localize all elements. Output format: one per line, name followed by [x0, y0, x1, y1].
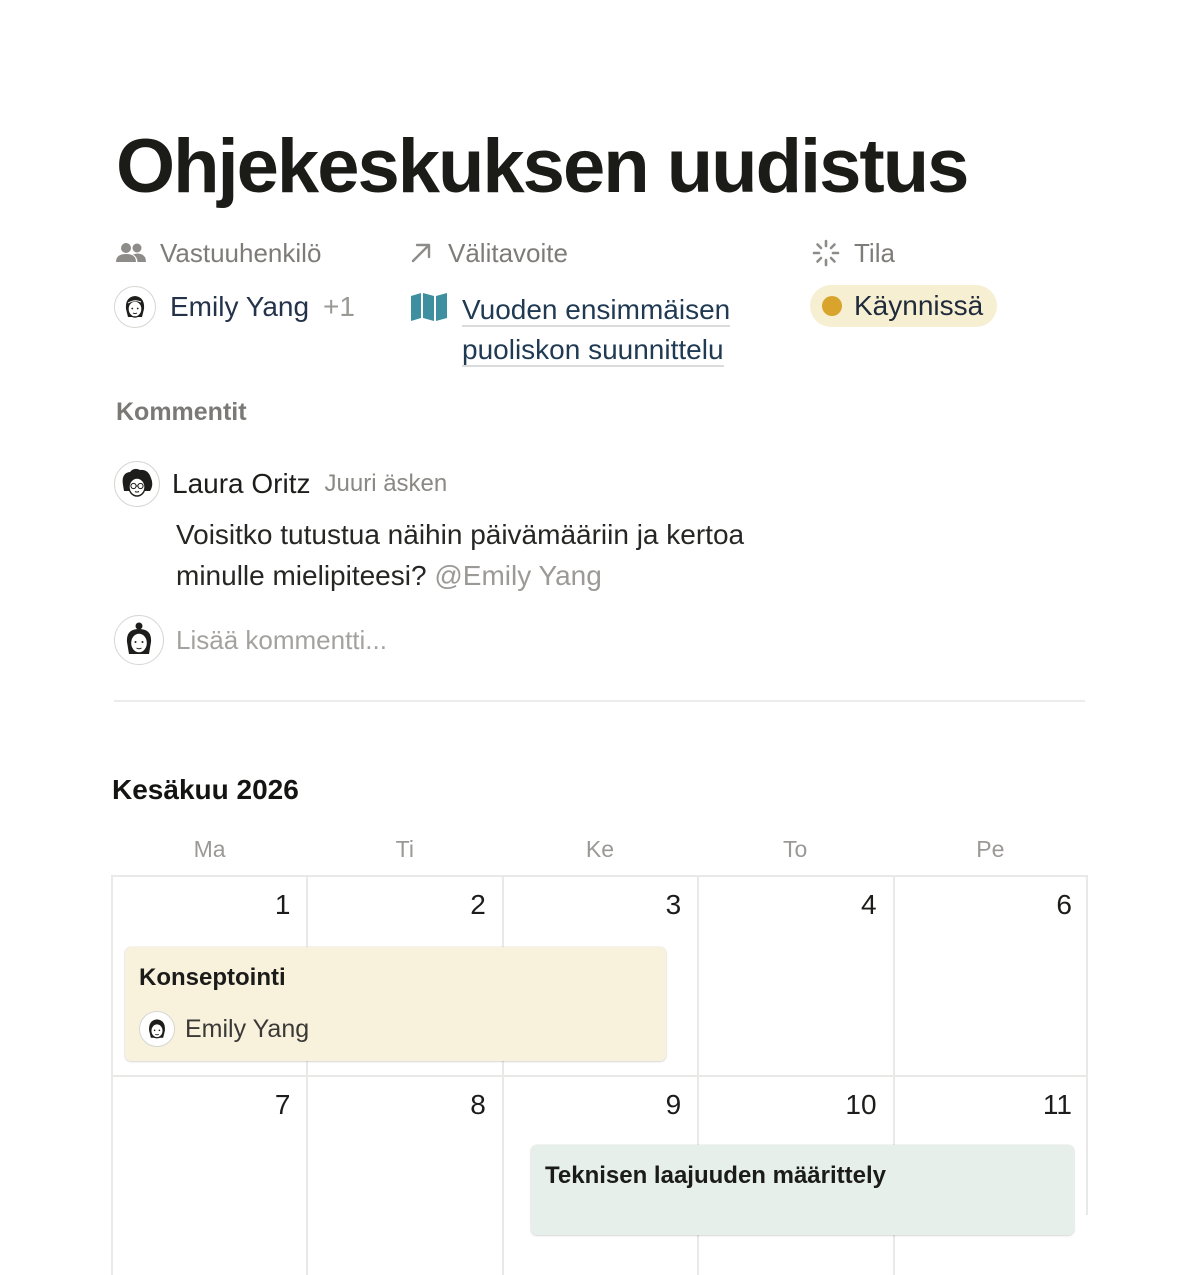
- avatar-emily-yang: [114, 286, 156, 328]
- goal-label-text: Välitavoite: [448, 237, 568, 268]
- avatar-laura-oritz: [114, 461, 160, 507]
- owner-name[interactable]: Emily Yang: [170, 291, 310, 322]
- day-number: 4: [861, 889, 877, 920]
- owner-value[interactable]: [114, 286, 355, 328]
- day-number: 10: [845, 1089, 877, 1120]
- day-number: 6: [1056, 889, 1072, 920]
- comment-author[interactable]: Laura Oritz: [172, 468, 311, 499]
- calendar-day-cell[interactable]: [697, 875, 892, 1075]
- day-number: 9: [665, 1089, 682, 1120]
- day-number: 7: [274, 1089, 291, 1120]
- event-title: Konseptointi: [139, 964, 286, 991]
- comment-time: Juuri äsken: [324, 470, 448, 497]
- owner-label-text: Vastuuhenkilö: [160, 237, 322, 268]
- comments-heading: Kommentit: [116, 398, 247, 426]
- weekday-label: Ke: [585, 836, 615, 862]
- comment-body: [176, 514, 836, 596]
- calendar-grid-border: [1086, 875, 1088, 1215]
- weekday-label: Ma: [193, 836, 226, 862]
- status-text: Käynnissä: [854, 290, 984, 321]
- comment-header: [114, 460, 447, 508]
- goal-value[interactable]: [410, 290, 762, 370]
- calendar-event-konseptointi[interactable]: [125, 947, 666, 1061]
- owner-more-count[interactable]: +1: [323, 291, 355, 322]
- goal-property-label[interactable]: [408, 236, 568, 270]
- day-number: 2: [470, 889, 486, 920]
- event-assignee[interactable]: [139, 1011, 309, 1047]
- avatar-current-user: [114, 615, 164, 665]
- calendar-day-cell[interactable]: [306, 1075, 501, 1275]
- status-label-text: Tila: [854, 237, 895, 268]
- day-number: 8: [470, 1089, 486, 1120]
- calendar-grid: [111, 875, 1088, 1215]
- event-title: Teknisen laajuuden määrittely: [545, 1162, 887, 1189]
- page-title: Ohjekeskuksen uudistus: [116, 124, 968, 209]
- day-number: 11: [1042, 1089, 1072, 1120]
- add-comment-row[interactable]: [114, 614, 387, 666]
- people-icon: [116, 242, 146, 264]
- owner-property-label[interactable]: [116, 236, 321, 270]
- day-number: 3: [665, 889, 682, 920]
- status-badge[interactable]: [810, 285, 997, 327]
- comment-mention[interactable]: @Emily Yang: [434, 560, 602, 591]
- comment-text: Voisitko tutustua näihin päivämääriin ja kertoa minulle mielipiteesi?: [176, 519, 745, 591]
- calendar-day-cell[interactable]: [111, 1075, 306, 1275]
- goal-link[interactable]: Vuoden ensimmäisen puoliskon suunnittelu: [462, 294, 731, 365]
- calendar-event-teknisen-laajuuden-maarittely[interactable]: [531, 1145, 1074, 1235]
- weekday-label: Pe: [976, 836, 1005, 862]
- event-assignee-name: Emily Yang: [185, 1014, 310, 1043]
- day-number: 1: [274, 889, 291, 920]
- map-icon: [410, 292, 448, 322]
- calendar-month-title: Kesäkuu 2026: [112, 774, 299, 805]
- weekday-label: Ti: [395, 836, 414, 862]
- add-comment-input[interactable]: Lisää kommentti...: [176, 624, 387, 655]
- arrow-up-right-icon: [408, 240, 434, 266]
- status-dot: [822, 296, 842, 316]
- weekday-label: To: [783, 836, 808, 862]
- status-property-label[interactable]: [812, 236, 895, 270]
- avatar-emily-yang: [139, 1011, 175, 1047]
- calendar-day-cell[interactable]: [893, 875, 1088, 1075]
- spinner-icon: [812, 239, 840, 267]
- calendar-weekday-header: [112, 836, 1088, 863]
- section-divider: [114, 700, 1085, 702]
